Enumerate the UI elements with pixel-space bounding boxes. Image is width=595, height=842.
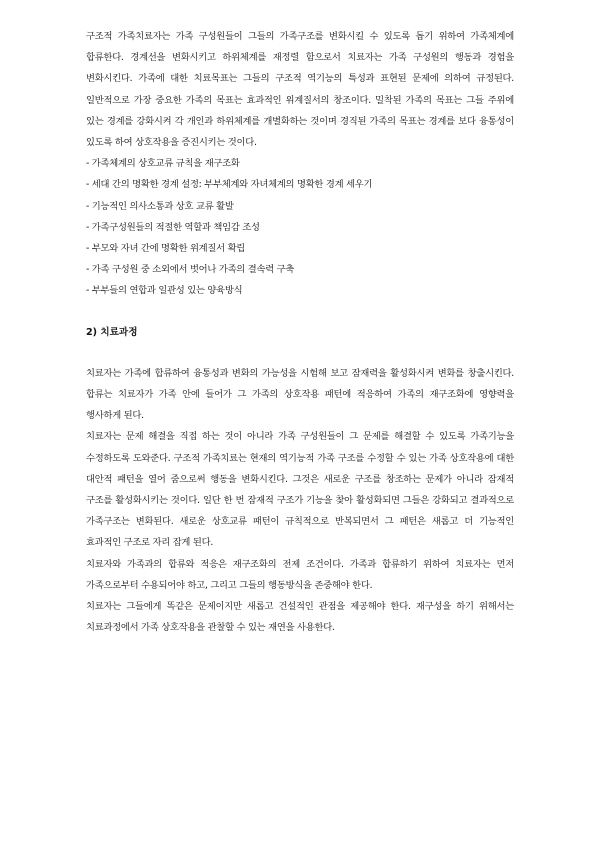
- body-paragraph: 치료자는 문제 해결을 직접 하는 것이 아니라 가족 구성원들이 그 문제를 해결할 수 있도록 가족기능을 수정하도록 도와준다. 구조적 가족치료는 현재의 역기능적 가족 구조를 수정할 수 있는 가족 상호작용에 대한 대안적 패턴을 열어 줌으로써 행동을 변화시킨다. 그것은 새로운 구조를 창조하는 문제가 아니라 잠재적 구조를 활성화시키는 것이다. 일단 한 번 잠재적 구조가 기능을 찾아 활성화되면 그들은 강화되고 결과적으로 가족구조는 변화된다. 새로운 상호교류 패턴이 규칙적으로 반복되면서 그 패턴은 새롭고 더 기능적인 효과적인 구조로 자리 잡게 된다.: [86, 431, 514, 549]
- list-item: - 세대 간의 명확한 경계 설정: 부부체계와 자녀체계의 명확한 경계 세우기: [86, 179, 373, 191]
- body-paragraph: 치료자와 가족과의 합류와 적응은 재구조화의 전제 조건이다. 가족과 합류하기 위하여 치료자는 먼저 가족으로부터 수용되어야 하고, 그리고 그들의 행동방식을 존중해야 한다.: [86, 558, 514, 591]
- body-paragraph: 치료자는 가족에 합류하여 융통성과 변화의 가능성을 시험해 보고 잠재력을 활성화시켜 변화를 창출시킨다. 합류는 치료자가 가족 안에 들어가 그 가족의 상호작용 패턴에 적응하여 가족의 재구조화에 영향력을 행사하게 된다.: [86, 367, 514, 422]
- intro-paragraph: 구조적 가족치료자는 가족 구성원들이 그들의 가족구조를 변화시킬 수 있도록 돕기 위하여 가족체계에 합류한다. 경계선을 변화시키고 하위체계를 재정렬 함으로서 치료자는 가족 구성원의 행동과 경험을 변화시킨다. 가족에 대한 치료목표는 그들의 구조적 역기능의 특성과 표현된 문제에 의하여 규정된다. 일반적으로 가장 중요한 가족의 목표는 효과적인 위계질서의 창조이다. 밀착된 가족의 목표는 그들 주위에 있는 경계를 강화시켜 각 개인과 하위체계를 개별화하는 것이며 경직된 가족의 목표는 경계를 보다 융통성이 있도록 하여 상호작용을 증진시키는 것이다.: [86, 31, 514, 149]
- section-heading: 2) 치료과정: [86, 326, 138, 338]
- body-paragraph: 치료자는 그들에게 똑같은 문제이지만 새롭고 건설적인 관점을 제공해야 한다. 재구성을 하기 위해서는 치료과정에서 가족 상호작용을 관찰할 수 있는 재연을 사용한다.: [86, 601, 514, 634]
- list-item: - 부부들의 연합과 일관성 있는 양육방식: [86, 285, 243, 297]
- list-item: - 기능적인 의사소통과 상호 교류 활발: [86, 200, 234, 212]
- document-page: [86, 0, 514, 638]
- goal-list: [86, 153, 514, 301]
- list-item: - 가족 구성원 중 소외에서 벗어나 가족의 결속력 구축: [86, 264, 295, 276]
- list-item: - 가족체계의 상호교류 규칙을 재구조화: [86, 158, 240, 170]
- list-item: - 가족구성원들의 적절한 역할과 책임감 조성: [86, 221, 260, 233]
- list-item: - 부모와 자녀 간에 명확한 위계질서 확립: [86, 243, 246, 255]
